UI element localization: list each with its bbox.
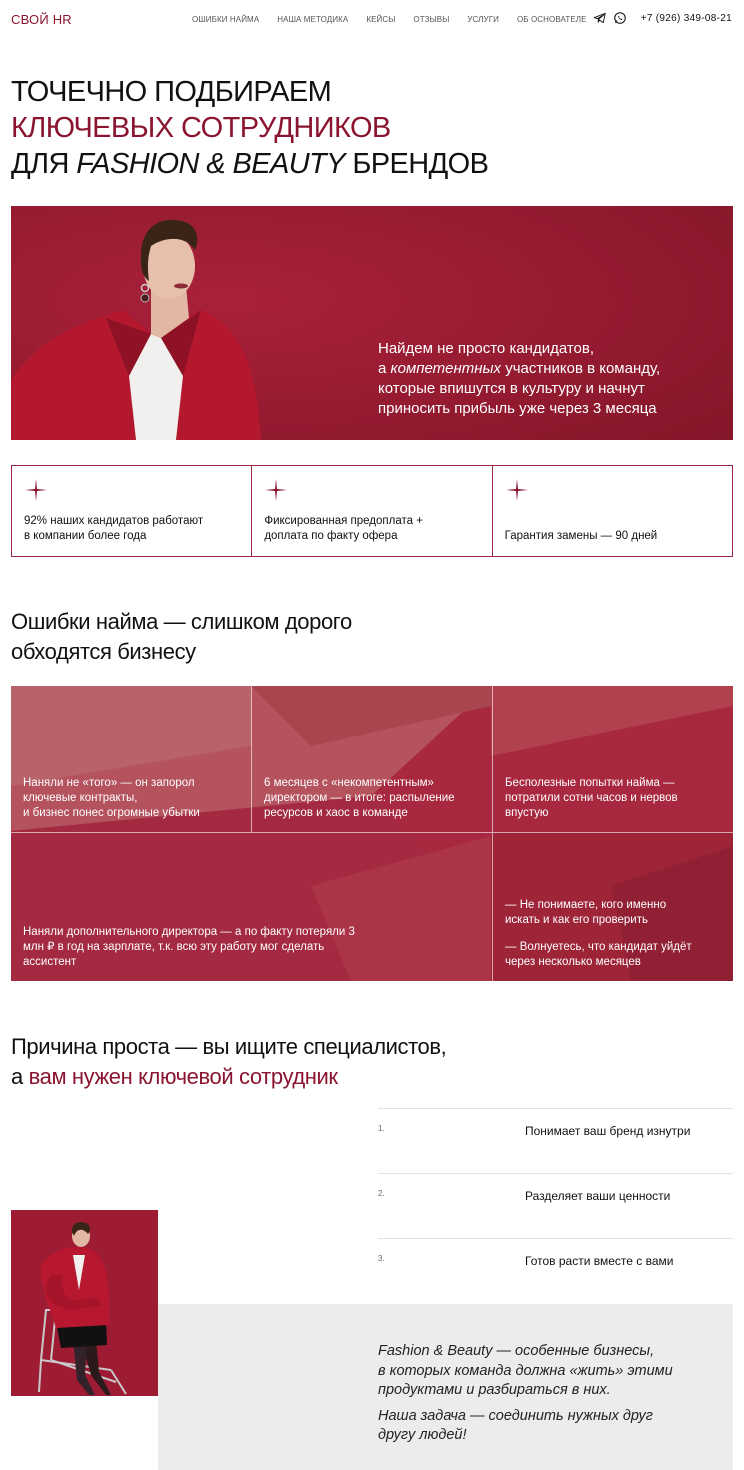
fb-line: другу людей!	[378, 1427, 467, 1443]
mistakes-grid	[11, 686, 733, 981]
mistake-card-text	[23, 776, 241, 821]
mistake-card-text	[264, 776, 482, 821]
banner-line2-italic: компетентных	[390, 360, 502, 377]
mistake-text-line2: директором — в итоге: распыление	[264, 792, 455, 804]
banner-line4: приносить прибыль уже через 3 месяца	[378, 400, 657, 417]
phone-link[interactable]: +7 (926) 349-08-21	[640, 12, 732, 24]
main-nav	[192, 15, 587, 24]
list-item-number: 1.	[378, 1124, 385, 1133]
fashion-beauty-paragraph	[378, 1342, 708, 1401]
list-item	[378, 1108, 733, 1173]
feature-text-line2: в компании более года	[24, 530, 147, 542]
feature-text-line1: Гарантия замены — 90 дней	[504, 530, 658, 542]
worry-paragraph	[505, 898, 723, 928]
sparkle-icon	[505, 478, 529, 502]
sparkle-icon	[264, 478, 288, 502]
list-item	[378, 1238, 733, 1303]
banner-line1: Найдем не просто кандидатов,	[378, 340, 595, 357]
nav-link-founder[interactable]: ОБ ОСНОВАТЕЛЕ	[516, 15, 587, 24]
logo[interactable]: СВОЙ HR	[11, 12, 72, 27]
fb-line: в которых команда должна «жить» этими	[378, 1362, 673, 1379]
feature-text-line1: Фиксированная предоплата +	[264, 515, 423, 527]
mistake-text-line1: Наняли не «того» — он запорол	[23, 777, 195, 789]
reason-title-line1: Причина проста — вы ищите специалистов,	[11, 1034, 447, 1059]
list-item-text: Понимает ваш бренд изнутри	[525, 1124, 691, 1138]
hero-title	[11, 74, 488, 182]
nav-link-reviews[interactable]: ОТЗЫВЫ	[413, 15, 450, 24]
feature-text	[264, 514, 431, 544]
mistake-card	[252, 686, 493, 833]
hero-title-line3-italic: FASHION & BEAUTY	[76, 148, 345, 180]
worry-paragraph	[505, 940, 723, 970]
fashion-beauty-text	[378, 1342, 708, 1446]
worry-line: — Волнуетесь, что кандидат уйдёт	[505, 941, 692, 953]
list-item	[378, 1173, 733, 1238]
founder-photo	[11, 1210, 158, 1396]
feature-text-line1: 92% наших кандидатов работают	[24, 515, 204, 527]
list-item-number: 2.	[378, 1189, 385, 1198]
reason-title-line2-accent: вам нужен ключевой сотрудник	[28, 1064, 338, 1089]
mistake-text-line3: ассистент	[23, 956, 77, 968]
nav-link-cases[interactable]: КЕЙСЫ	[366, 15, 396, 24]
fb-line: Наша задача — соединить нужных друг	[378, 1407, 653, 1424]
reason-title	[11, 1032, 446, 1092]
nav-link-method[interactable]: НАША МЕТОДИКА	[277, 15, 349, 24]
list-item-number: 3.	[378, 1254, 385, 1263]
feature-card	[493, 466, 732, 556]
mistake-text-line2: потратили сотни часов и нервов	[505, 792, 678, 804]
mistake-card-text	[505, 776, 723, 821]
fashion-beauty-paragraph	[378, 1407, 708, 1446]
mistake-text-line1: 6 месяцев с «некомпетентным»	[264, 777, 434, 789]
feature-text-line2: доплата по факту офера	[264, 530, 398, 542]
banner-line2-pre: а	[378, 360, 391, 377]
hero-title-line2: КЛЮЧЕВЫХ СОТРУДНИКОВ	[11, 112, 391, 144]
list-item-text: Готов расти вместе с вами	[525, 1254, 674, 1268]
nav-link-services[interactable]: УСЛУГИ	[467, 15, 499, 24]
feature-card	[252, 466, 492, 556]
mistake-card-text	[23, 925, 382, 970]
mistake-text-line2: ключевые контракты,	[23, 792, 138, 804]
fb-line: Fashion & Beauty — особенные бизнесы,	[378, 1343, 655, 1359]
fb-line: продуктами и разбираться в них.	[378, 1382, 611, 1398]
mistake-card	[11, 686, 252, 833]
hero-title-line3-suffix: БРЕНДОВ	[344, 148, 489, 180]
mistake-text-line1: Наняли дополнительного директора — а по факту потеряли 3	[23, 926, 355, 938]
mistake-text-line2: млн ₽ в год на зарплате, т.к. всю эту работу мог сделать	[23, 941, 325, 953]
worry-line: искать и как его проверить	[505, 914, 648, 926]
hero-title-line1: ТОЧЕЧНО ПОДБИРАЕМ	[11, 76, 332, 108]
worry-line: — Не понимаете, кого именно	[505, 899, 667, 911]
hero-banner	[11, 206, 733, 440]
hero-banner-text	[378, 339, 698, 419]
list-item-text: Разделяет ваши ценности	[525, 1189, 671, 1203]
mistakes-title	[11, 607, 352, 667]
mistake-text-line3: ресурсов и хаос в команде	[264, 807, 408, 819]
fashion-beauty-block	[158, 1304, 733, 1470]
mistakes-title-line1: Ошибки найма — слишком дорого	[11, 609, 352, 634]
mistake-card-wide	[11, 833, 493, 981]
mistake-card	[493, 686, 733, 833]
telegram-icon[interactable]	[593, 11, 607, 25]
mistake-text-line3: и бизнес понес огромные убытки	[23, 807, 200, 819]
sparkle-icon	[24, 478, 48, 502]
mistake-card-text	[505, 898, 723, 970]
feature-card	[12, 466, 252, 556]
nav-link-mistakes[interactable]: ОШИБКИ НАЙМА	[192, 15, 260, 24]
banner-line2-post: участников в команду,	[501, 360, 661, 377]
feature-text	[505, 529, 666, 544]
worry-line: через несколько месяцев	[505, 956, 641, 968]
mistake-text-line1: Бесполезные попытки найма —	[505, 777, 675, 789]
qualities-list	[378, 1108, 733, 1303]
features-row	[11, 465, 733, 557]
reason-title-line2-pre: а	[11, 1064, 29, 1089]
hero-title-line3-prefix: ДЛЯ	[11, 148, 77, 180]
whatsapp-icon[interactable]	[613, 11, 627, 25]
banner-line3: которые впишутся в культуру и начнут	[378, 380, 645, 397]
header-contacts	[593, 11, 732, 25]
founder-seated-photo	[11, 1210, 158, 1396]
site-header	[0, 0, 744, 40]
mistake-text-line3: впустую	[505, 807, 549, 819]
feature-text	[24, 514, 211, 544]
mistakes-title-line2: обходятся бизнесу	[11, 639, 196, 664]
mistake-card-worries	[493, 833, 733, 981]
